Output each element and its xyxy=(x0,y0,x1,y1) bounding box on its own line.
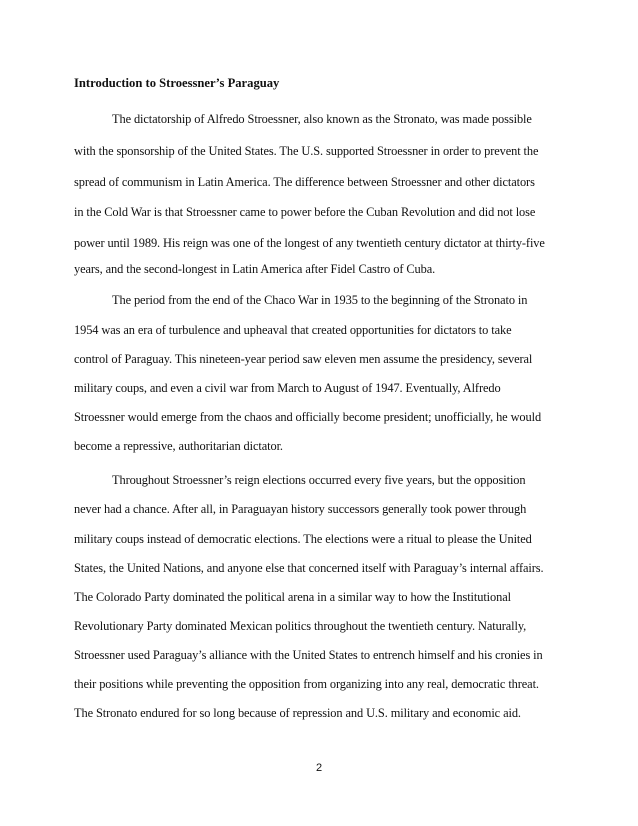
paragraph-line: never had a chance. After all, in Paraguayan history successors generally took power through xyxy=(74,502,527,516)
paragraph-line: control of Paraguay. This nineteen-year period saw eleven men assume the presidency, several xyxy=(74,352,533,366)
page-number: 2 xyxy=(315,762,323,774)
section-heading: Introduction to Stroessner’s Paraguay xyxy=(74,76,280,90)
paragraph-line: with the sponsorship of the United States. The U.S. supported Stroessner in order to prevent the xyxy=(74,144,539,158)
paragraph-line: Stroessner used Paraguay’s alliance with the United States to entrench himself and his cronies in xyxy=(74,648,543,662)
paragraph-line: spread of communism in Latin America. The difference between Stroessner and other dictators xyxy=(74,175,535,189)
paragraph-line: The dictatorship of Alfredo Stroessner, also known as the Stronato, was made possible xyxy=(112,112,532,126)
paragraph-line: military coups, and even a civil war from March to August of 1947. Eventually, Alfredo xyxy=(74,381,501,395)
paragraph-line: The Stronato endured for so long because of repression and U.S. military and economic aid. xyxy=(74,706,521,720)
paragraph-line: Stroessner would emerge from the chaos and officially become president; unofficially, he would xyxy=(74,410,542,424)
paragraph-line: years, and the second-longest in Latin America after Fidel Castro of Cuba. xyxy=(74,262,436,276)
paragraph-line: States, the United Nations, and anyone else that concerned itself with Paraguay’s internal affairs. xyxy=(74,561,544,575)
paragraph-line: Revolutionary Party dominated Mexican politics throughout the twentieth century. Naturally, xyxy=(74,619,527,633)
paragraph-line: military coups instead of democratic elections. The elections were a ritual to please the United xyxy=(74,532,532,546)
paragraph-line: The period from the end of the Chaco War in 1935 to the beginning of the Stronato in xyxy=(112,293,528,307)
paragraph-line: The Colorado Party dominated the political arena in a similar way to how the Institutional xyxy=(74,590,511,604)
paragraph-line: their positions while preventing the opposition from organizing into any real, democratic threat. xyxy=(74,677,539,691)
paragraph-line: power until 1989. His reign was one of the longest of any twentieth century dictator at thirty-five xyxy=(74,236,545,250)
paragraph-line: in the Cold War is that Stroessner came to power before the Cuban Revolution and did not lose xyxy=(74,205,536,219)
paragraph-line: become a repressive, authoritarian dictator. xyxy=(74,439,283,453)
paragraph-line: 1954 was an era of turbulence and upheaval that created opportunities for dictators to take xyxy=(74,323,512,337)
paragraph-line: Throughout Stroessner’s reign elections occurred every five years, but the opposition xyxy=(112,473,526,487)
